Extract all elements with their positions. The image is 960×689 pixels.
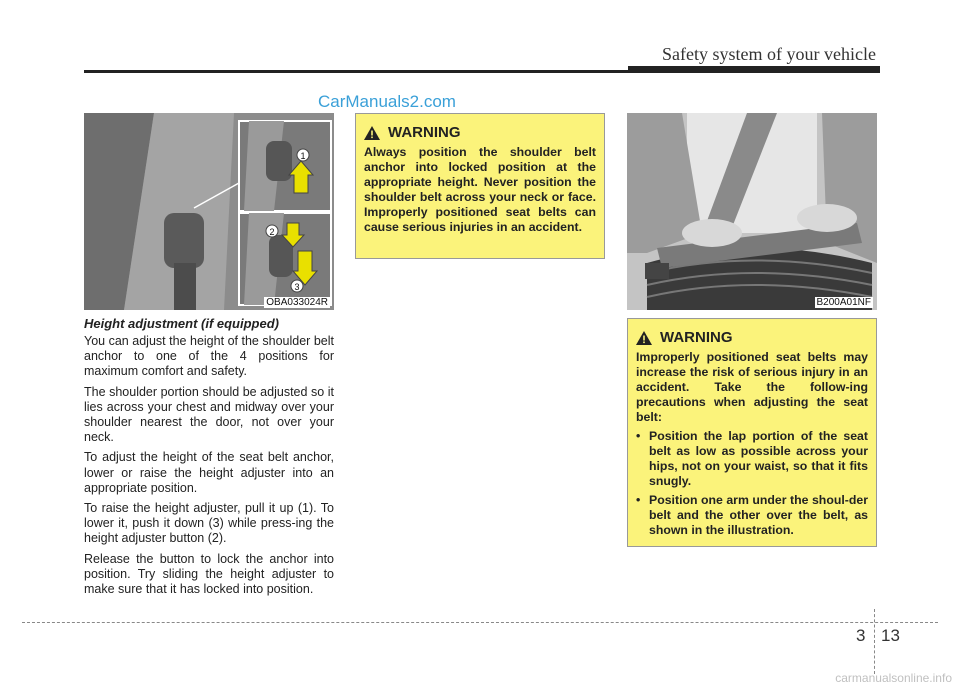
paragraph: You can adjust the height of the shoulder belt anchor to one of the 4 positions for maximum comfort and safety. [84, 334, 334, 379]
warning-text: Improperly positioned seat belts may increase the risk of serious injury in an accident. Take the follow-ing precautions when adjusting the seat belt: [636, 350, 868, 424]
body-text [84, 334, 334, 602]
warning-title: WARNING [388, 124, 461, 141]
warning-bullet: • Position the lap portion of the seat belt as low as possible across your hips, not on your waist, so that it fits snugly. [636, 429, 868, 489]
lap-belt-illustration [627, 113, 877, 310]
watermark-bottom[interactable]: carmanualsonline.info [835, 671, 952, 685]
page-section: 3 [856, 626, 866, 645]
callout-3: 3 [294, 282, 300, 292]
shoulder-anchor-illustration [84, 113, 334, 310]
footer-rule [22, 622, 938, 623]
figure-shoulder-anchor [84, 113, 334, 310]
warning-triangle-icon [364, 126, 380, 140]
figure-lap-belt [627, 113, 877, 310]
callout-1: 1 [300, 151, 306, 161]
page-number: 13 [881, 626, 900, 645]
paragraph: To adjust the height of the seat belt anchor, lower or raise the height adjuster into an appropriate position. [84, 450, 334, 495]
warning-bullet: • Position one arm under the shoul-der belt and the other over the belt, as shown in the illustration. [636, 493, 868, 538]
warning-triangle-icon [636, 331, 652, 345]
figure-code: OBA033024R [266, 297, 328, 308]
warning-text: Always position the shoulder belt anchor into locked position at the appropriate height. Never position the shoulder belt across your neck or face. Improperly positioned seat belts can cause serious injuries in an accident. [364, 145, 596, 234]
warning-title: WARNING [660, 329, 733, 346]
warning-box [627, 318, 877, 547]
paragraph: Release the button to lock the anchor into position. Try sliding the height adjuster to make sure that it has locked into position. [84, 551, 334, 597]
footer-divider [874, 609, 875, 674]
header-rule-accent [628, 66, 880, 72]
paragraph: To raise the height adjuster, pull it up (1). To lower it, push it down (3) while press-ing the height adjuster button (2). [84, 501, 334, 546]
callout-2: 2 [269, 227, 275, 237]
warning-header [364, 124, 596, 141]
warning-box [355, 113, 605, 259]
warning-header [636, 329, 868, 346]
section-title: Safety system of your vehicle [662, 44, 876, 64]
figure-code: B200A01NF [816, 297, 871, 308]
warning-list [636, 429, 868, 538]
section-heading: Height adjustment (if equipped) [84, 316, 279, 331]
watermark-top[interactable]: CarManuals2.com [318, 92, 456, 111]
paragraph: The shoulder portion should be adjusted so it lies across your chest and midway over your shoulder nearest the door, not over your neck. [84, 384, 334, 445]
